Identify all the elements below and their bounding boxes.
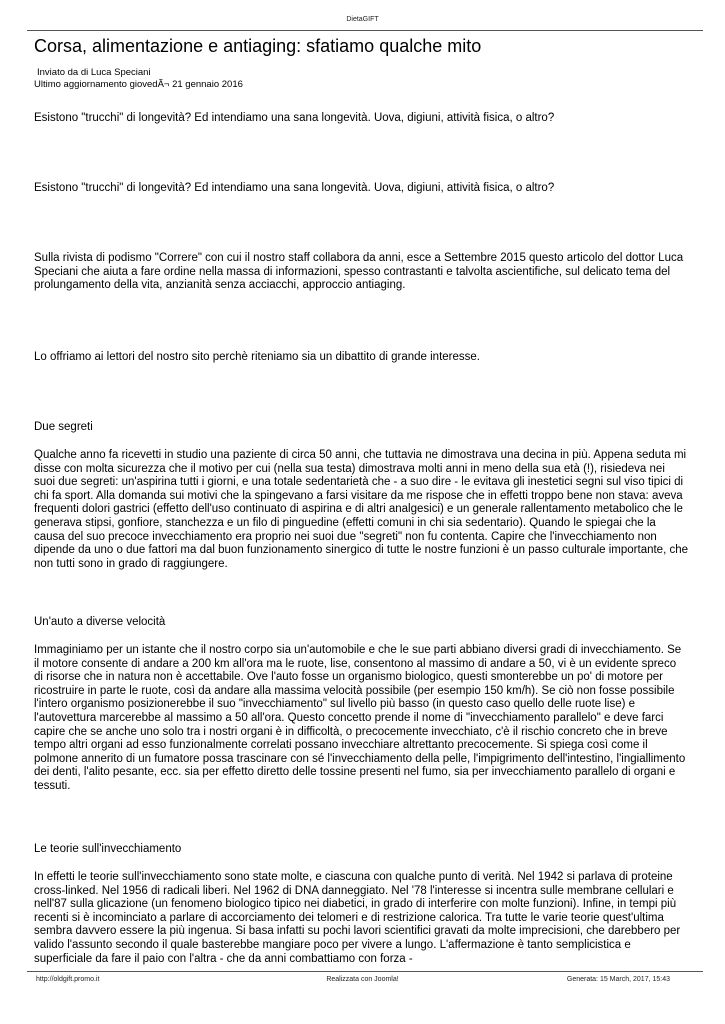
author-line: Inviato da di Luca Speciani [37, 67, 151, 78]
article-title: Corsa, alimentazione e antiaging: sfatiamo qualche mito [34, 36, 482, 56]
intro-paragraph: Sulla rivista di podismo "Correre" con cui il nostro staff collabora da anni, esce a Settembre 2015 questo articolo del dottor Luca Speciani che aiuta a fare ordine nella massa di informazioni, spesso contrastanti e talvolta ascientifiche, sul delicato tema del prolungamento della vita, anzianità senza acciacchi, approccio antiaging. [34, 252, 684, 292]
body-paragraph-due-segreti: Qualche anno fa ricevetti in studio una paziente di circa 50 anni, che tuttavia ne dimostrava una decina in più. Appena seduta mi disse con molta sicurezza che il motivo per cui (nella sua testa) dimostrava molti anni in meno della sua età (!), risiedeva nei suoi due segreti: un'aspirina tutti i giorni, e una totale sedentarietà che - a suo dire - le evitava gli inestetici segni sul viso tipici di chi fa sport. Alla domanda sui motivi che la spingevano a farsi visitare da me rispose che in effetti troppo bene non stava: aveva frequenti dolori gastrici (effetto dell'uso continuato di aspirina e di altri analgesici) e un generale rallentamento metabolico che le generava stipsi, gonfiore, stanchezza e un filo di pinguedine (effetti comuni in chi sia sedentario). Quando le spiegai che la causa del suo precoce invecchiamento era proprio nei suoi due "segreti" non fu contenta. Capire che l'invecchiamento non dipende da uno o due fattori ma dal buon funzionamento sinergico di tutte le nostre funzioni è un passo culturale importante, che non tutti sono in grado di raggiungere. [34, 449, 689, 570]
footer-generated: Generata: 15 March, 2017, 15:43 [566, 976, 670, 983]
article-meta [34, 67, 243, 90]
header-divider [27, 30, 703, 31]
footer-url: http://oldgift.promo.it [36, 976, 100, 983]
intro-question: Esistono "trucchi" di longevità? Ed intendiamo una sana longevità. Uova, digiuni, attività fisica, o altro? [34, 112, 555, 124]
site-header: DietaGIFT [346, 16, 379, 23]
section-heading-teorie: Le teorie sull'invecchiamento [34, 843, 182, 855]
updated-line: Ultimo aggiornamento giovedÃ¬ 21 gennaio 2016 [34, 78, 243, 90]
intro-closing: Lo offriamo ai lettori del nostro sito perchè riteniamo sia un dibattito di grande interesse. [34, 351, 480, 363]
footer-divider [27, 971, 703, 972]
intro-question-repeat: Esistono "trucchi" di longevità? Ed intendiamo una sana longevità. Uova, digiuni, attività fisica, o altro? [34, 182, 555, 194]
section-heading-auto: Un'auto a diverse velocità [34, 616, 166, 628]
body-paragraph-teorie: In effetti le teorie sull'invecchiamento sono state molte, e ciascuna con qualche punto di verità. Nel 1942 si parlava di proteine cross-linked. Nel 1956 di radicali liberi. Nel 1962 di DNA danneggiato. Nel '78 l'interesse si incentra sulle membrane cellulari e nell'87 sulla glicazione (un fenomeno biologico tipico nei diabetici, in grado di interferire con molte funzioni). Infine, in tempi più recenti si è incominciato a parlare di accorciamento dei telomeri e di restrizione calorica. Tra tutte le varie teorie quest'ultima sembra davvero essere la più ingenua. Si basa infatti su pochi lavori scientifici gravati da molte imprecisioni, che darebbero per valido l'assunto secondo il quale basterebbe mangiare poco per vivere a lungo. L'affermazione è tanto semplicistica e superficiale da fare il paio con l'altra - che da anni combattiamo con forza - [34, 871, 681, 965]
footer-credit: Realizzata con Joomla! [326, 976, 399, 983]
body-paragraph-auto: Immaginiamo per un istante che il nostro corpo sia un'automobile e che le sue parti abbiano diversi gradi di invecchiamento. Se il motore consente di andare a 200 km all'ora ma le ruote, lise, consentono al massimo di andare a 50, vi è un evidente spreco di risorse che in natura non è accettabile. Ove l'auto fosse un organismo biologico, questi smonterebbe un po' di motore per ricostruire in parte le ruote, così da andare alla massima velocità possibile (per esempio 150 km/h). Se ciò non fosse possibile l'intero organismo posizionerebbe il suo "invecchiamento" sul livello più basso (in questo caso quello delle ruote lise) e l'autovettura marcerebbe al massimo a 50 all'ora. Questo concetto prende il nome di "invecchiamento parallelo" e deve farci capire che se anche uno solo tra i nostri organi è in difficoltà, o precocemente invecchiato, c'è il rischio concreto che in breve tempo altri organi ad esso funzionalmente correlati possano invecchiare altrettanto precocemente. Si spiega così come il polmone annerito di un fumatore possa trascinare con sé l'invecchiamento della pelle, l'impigrimento dell'intestino, l'ingiallimento dei denti, l'alito pesante, ecc. sia per effetto diretto delle tossine presenti nel fumo, sia per invecchiamento parallelo di organi e tessuti. [34, 644, 686, 792]
section-heading-due-segreti: Due segreti [34, 421, 93, 433]
